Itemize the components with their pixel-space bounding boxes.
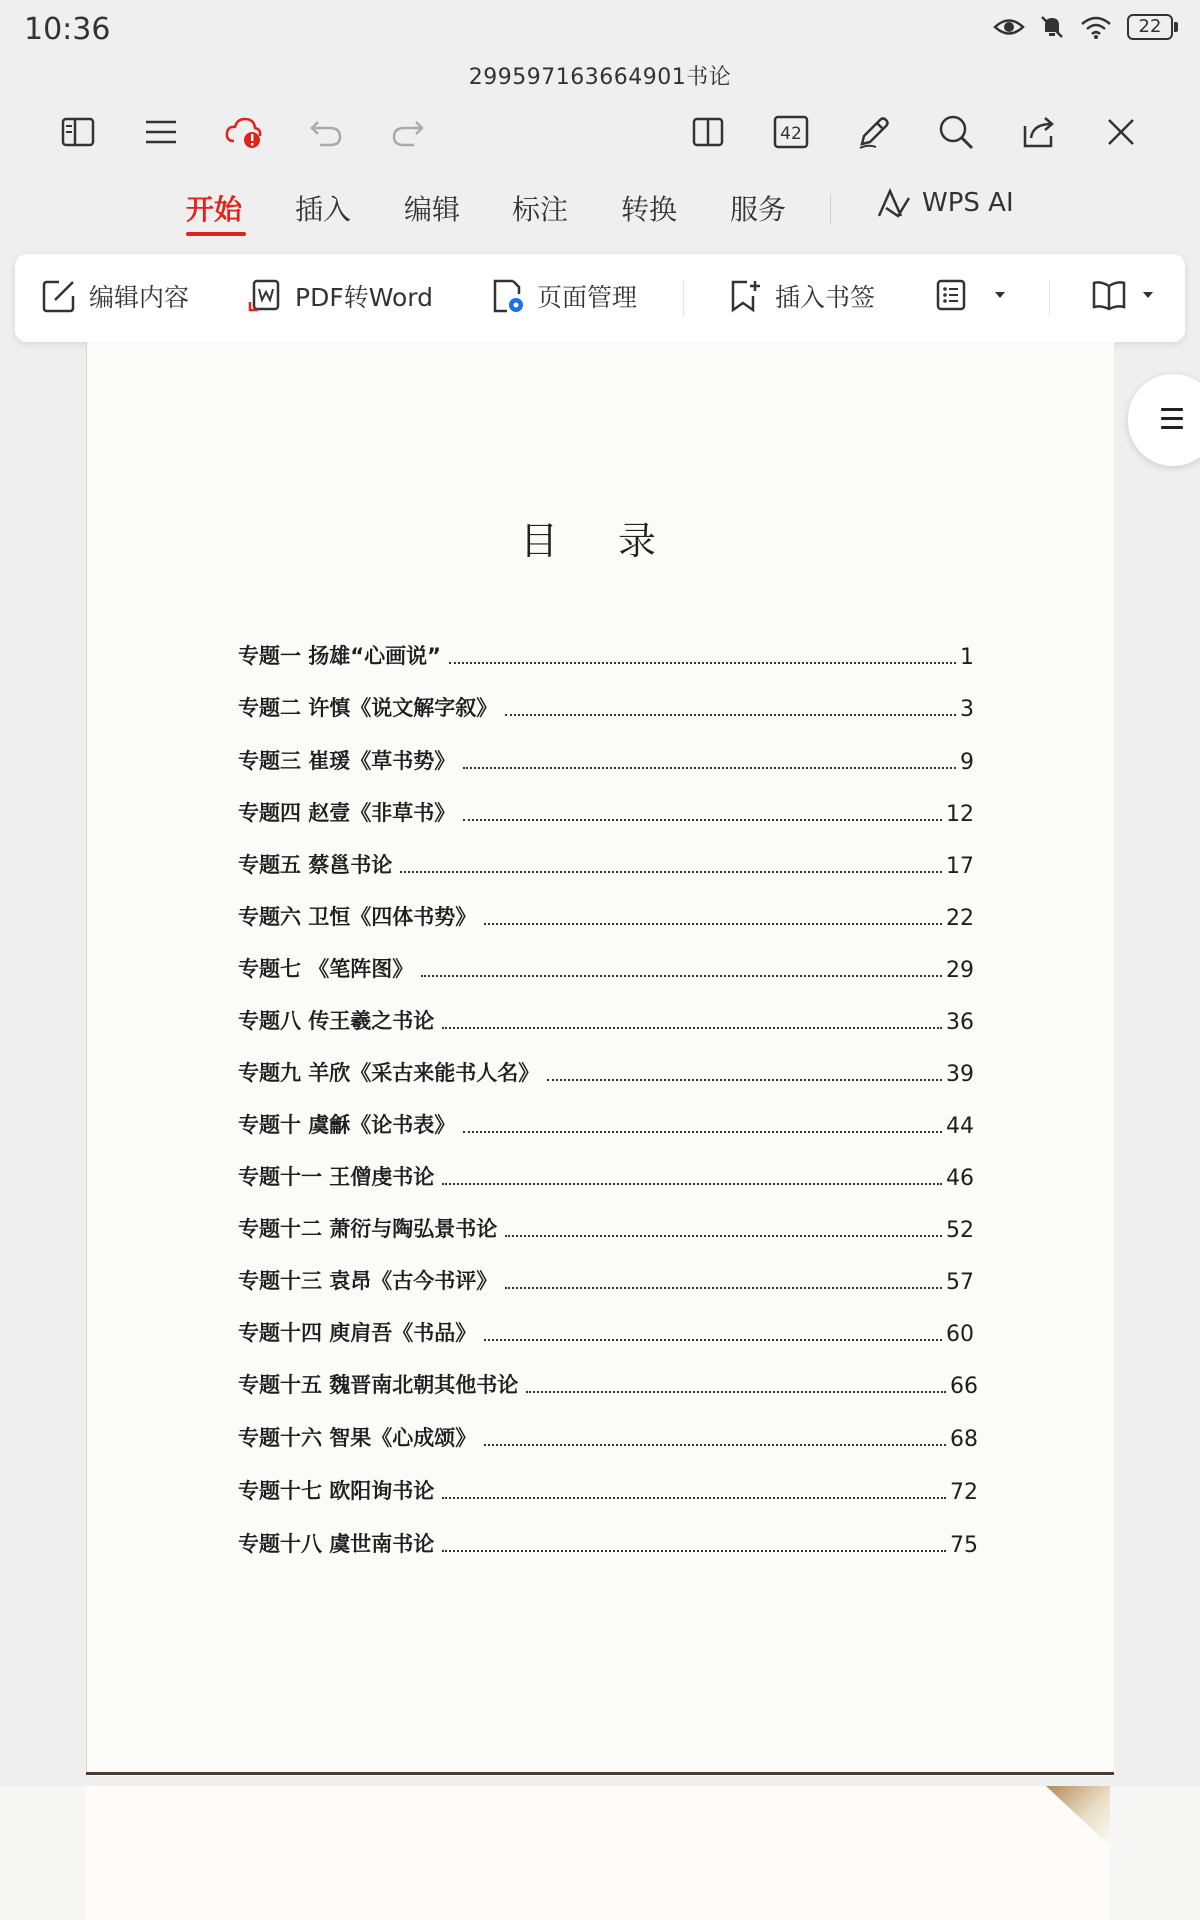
toc-entry[interactable]: 专题十六 智果《心成颂》 68 xyxy=(238,1426,978,1452)
reading-mode-dropdown[interactable] xyxy=(1091,278,1155,312)
page-manage-button[interactable] xyxy=(489,278,637,314)
status-time: 10:36 xyxy=(24,12,111,47)
bookmark-add-icon xyxy=(727,278,763,314)
eye-icon xyxy=(993,16,1025,38)
pdf-to-word-icon xyxy=(247,278,283,314)
command-separator xyxy=(1049,280,1050,316)
toc-entry[interactable]: 专题六 卫恒《四体书势》 22 xyxy=(238,905,974,931)
command-separator xyxy=(683,280,684,316)
toc-entry[interactable]: 专题十四 庾肩吾《书品》 60 xyxy=(238,1321,974,1347)
edit-content-label: 编辑内容 xyxy=(89,283,190,312)
sidebar-toggle-icon[interactable] xyxy=(54,108,102,156)
search-icon[interactable] xyxy=(932,108,980,156)
next-document-page[interactable] xyxy=(86,1786,1110,1920)
book-icon xyxy=(1091,278,1127,312)
bookmark-add-label: 插入书签 xyxy=(775,283,876,312)
tab-divider xyxy=(830,194,831,224)
battery-icon xyxy=(1127,14,1178,40)
edit-content-icon xyxy=(41,278,77,314)
wps-ai-label: WPS AI xyxy=(922,188,1014,218)
bookmark-add-button[interactable] xyxy=(727,278,875,314)
toc-entry[interactable]: 专题十一 王僧虔书论 46 xyxy=(238,1165,974,1191)
tab-convert[interactable]: 转换 xyxy=(621,193,678,226)
toc-entry[interactable]: 专题三 崔瑗《草书势》 9 xyxy=(238,749,974,775)
next-page-area xyxy=(0,1786,1200,1920)
page-manage-label: 页面管理 xyxy=(537,283,638,312)
page-count-value: 42 xyxy=(780,124,802,144)
share-icon[interactable] xyxy=(1015,108,1063,156)
chevron-down-icon xyxy=(993,290,1007,300)
toc-entry[interactable]: 专题十五 魏晋南北朝其他书论 66 xyxy=(238,1373,978,1399)
toc-title: 目 录 xyxy=(519,519,681,563)
redo-icon[interactable] xyxy=(384,108,432,156)
status-icons xyxy=(993,14,1178,40)
split-view-icon[interactable] xyxy=(684,108,732,156)
bell-muted-icon xyxy=(1039,14,1065,40)
toc-entry[interactable]: 专题四 赵壹《非草书》 12 xyxy=(238,801,974,827)
page-count-icon[interactable] xyxy=(767,108,815,156)
list-icon xyxy=(1161,408,1183,435)
toc-entry[interactable]: 专题七 《笔阵图》 29 xyxy=(238,957,974,983)
document-title: 299597163664901书论 xyxy=(468,65,732,90)
cloud-alert-icon[interactable] xyxy=(220,108,268,156)
wps-ai-icon xyxy=(876,188,912,218)
pen-icon[interactable] xyxy=(850,108,898,156)
toc-entry[interactable]: 专题二 许慎《说文解字叙》 3 xyxy=(238,696,974,722)
toc-entry[interactable]: 专题一 扬雄“心画说” 1 xyxy=(238,644,974,670)
toc-entry[interactable]: 专题十八 虞世南书论 75 xyxy=(238,1532,978,1558)
toc-entry[interactable]: 专题十三 袁昂《古今书评》 57 xyxy=(238,1269,974,1295)
active-tab-indicator xyxy=(186,232,246,236)
wps-ai-button[interactable] xyxy=(876,188,1014,218)
edit-content-button[interactable] xyxy=(41,278,189,314)
tab-services[interactable]: 服务 xyxy=(730,193,787,226)
view-mode-dropdown[interactable] xyxy=(935,278,1007,312)
pdf-to-word-label: PDF转Word xyxy=(295,283,433,312)
wifi-icon xyxy=(1079,14,1113,40)
tab-insert[interactable]: 插入 xyxy=(295,193,352,226)
list-view-icon xyxy=(935,278,967,312)
outline-toggle-button[interactable] xyxy=(1128,374,1200,466)
status-bar xyxy=(0,0,1200,62)
page-manage-icon xyxy=(489,278,525,314)
ribbon-tabs xyxy=(0,188,1200,238)
command-bar xyxy=(15,254,1185,342)
tab-edit[interactable]: 编辑 xyxy=(404,193,461,226)
toc-entry[interactable]: 专题九 羊欣《采古来能书人名》 39 xyxy=(238,1061,974,1087)
battery-level: 22 xyxy=(1127,14,1173,40)
chevron-down-icon xyxy=(1141,290,1155,300)
pdf-to-word-button[interactable] xyxy=(247,278,433,314)
menu-icon[interactable] xyxy=(137,108,185,156)
toc-entry[interactable]: 专题五 蔡邕书论 17 xyxy=(238,853,974,879)
toc-entry[interactable]: 专题八 传王羲之书论 36 xyxy=(238,1009,974,1035)
page-bottom-edge xyxy=(86,1772,1114,1775)
close-icon[interactable] xyxy=(1097,108,1145,156)
toc-entry[interactable]: 专题十 虞龢《论书表》 44 xyxy=(238,1113,974,1139)
tab-start[interactable]: 开始 xyxy=(186,193,243,226)
toc-entry[interactable]: 专题十二 萧衍与陶弘景书论 52 xyxy=(238,1217,974,1243)
toc-entry[interactable]: 专题十七 欧阳询书论 72 xyxy=(238,1479,978,1505)
tab-annotate[interactable]: 标注 xyxy=(512,193,569,226)
undo-icon[interactable] xyxy=(302,108,350,156)
